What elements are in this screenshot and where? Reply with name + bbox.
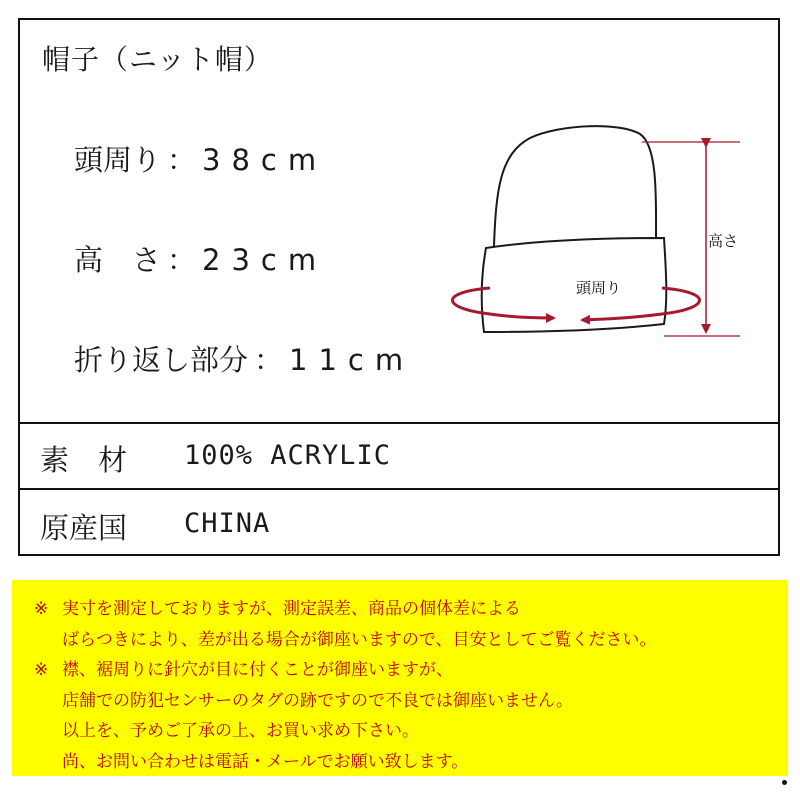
origin-label: 原産国 xyxy=(40,511,128,545)
notice-line xyxy=(34,655,788,686)
notice-mark: ※ xyxy=(34,660,49,680)
origin-value: CHINA xyxy=(184,508,271,539)
notice-text: 襟、裾周りに針穴が目に付くことが御座いますが、 xyxy=(62,660,453,680)
hat-crown-outline xyxy=(494,126,656,246)
measurement-label: 高 さ xyxy=(74,243,162,277)
measurement-height xyxy=(74,238,327,279)
measurement-value: 11cm xyxy=(289,343,415,377)
notice-line xyxy=(34,625,788,656)
measurement-label: 頭周り xyxy=(74,143,162,177)
height-label: 高さ xyxy=(708,232,739,250)
measurement-value: 23cm xyxy=(202,243,328,277)
notice-text: 実寸を測定しておりますが、測定誤差、商品の個体差による xyxy=(62,599,521,619)
notice-line xyxy=(34,594,788,625)
material-label: 素 材 xyxy=(40,443,128,477)
material-value: 100% ACRYLIC xyxy=(184,440,392,471)
notice-mark: ※ xyxy=(34,599,49,619)
measurement-circumference xyxy=(74,138,327,179)
measurement-value: 38cm xyxy=(202,143,328,177)
measurement-fold xyxy=(74,338,414,379)
measurement-label: 折り返し部分 xyxy=(74,343,249,377)
notice-text: ばらつきにより、差が出る場合が御座いますので、目安としてご覧ください。 xyxy=(62,629,657,650)
corner-dot xyxy=(782,780,787,785)
spec-table xyxy=(18,18,780,556)
circumference-label: 頭周り xyxy=(576,279,622,297)
measurement-separator: ： xyxy=(254,343,284,377)
notice-text: 店舗での防犯センサーのタグの跡ですので不良では御座いません。 xyxy=(62,690,574,711)
notice-line xyxy=(34,686,788,717)
notice-text: 尚、お問い合わせは電話・メールでお願い致します。 xyxy=(62,751,469,772)
notice-line xyxy=(34,716,788,747)
beanie-diagram xyxy=(430,120,770,360)
notice-box xyxy=(12,580,788,776)
product-title: 帽子（ニット帽） xyxy=(42,43,273,76)
table-divider xyxy=(20,488,778,490)
table-divider xyxy=(20,422,778,424)
notice-line xyxy=(34,747,788,778)
measurement-separator: ： xyxy=(167,143,197,177)
measurement-separator: ： xyxy=(167,243,197,277)
notice-text: 以上を、予めご了承の上、お買い求め下さい。 xyxy=(62,721,419,741)
